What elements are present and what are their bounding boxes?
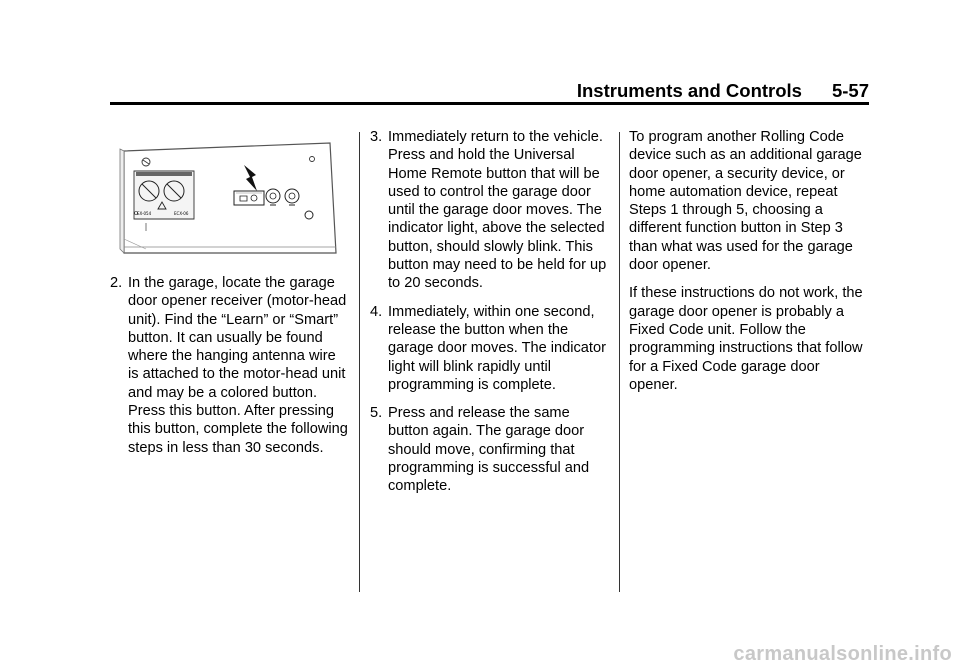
figure-code-left: EX-054	[137, 211, 152, 216]
right-column	[629, 128, 871, 404]
step-2	[110, 274, 350, 457]
step-number: 4.	[370, 303, 383, 320]
step-text: In the garage, locate the garage door opener receiver (motor-head unit). Find the “Learn” or “Smart” button. It can usually be found where the hanging antenna wire is attached to the motor-head unit and may be a colored button. Press this button. After pressing this button, complete the following steps in less than 30 seconds.	[128, 275, 348, 456]
watermark: carmanualsonline.info	[733, 643, 952, 665]
step-text: Press and release the same button again. The garage door should move, confirming that programming is successful and complete.	[388, 405, 590, 495]
section-title: Instruments and Controls	[576, 80, 802, 101]
page-header	[555, 80, 869, 102]
paragraph-fixed-code: If these instructions do not work, the garage door opener is probably a Fixed Code unit. Follow the programming instructions that follow for a Fixed Code garage door opener.	[629, 285, 863, 393]
figure-code-right: ECX-06	[174, 211, 189, 216]
step-4	[370, 303, 610, 394]
step-text: Immediately, within one second, release the button when the garage door moves. The indicator light will blink rapidly until programming is complete.	[388, 303, 606, 393]
middle-column	[370, 128, 610, 506]
step-number: 5.	[370, 405, 383, 422]
column-divider-2	[619, 132, 620, 592]
step-3	[370, 128, 610, 293]
step-number: 3.	[370, 129, 383, 145]
column-divider-1	[359, 132, 360, 592]
page-number: 5-57	[831, 80, 869, 101]
header-rule	[110, 102, 869, 105]
step-number: 2.	[110, 275, 123, 291]
step-text: Immediately return to the vehicle. Press and hold the Universal Home Remote button that will be used to control the garage door until the garage door moves. The indicator light, above the selected button, should slowly blink. This button may need to be held for up to 20 seconds.	[388, 129, 607, 292]
overhead-console-illustration	[116, 141, 338, 254]
left-column	[110, 274, 350, 467]
paragraph-rolling-code: To program another Rolling Code device such as an additional garage door opener, a security device, or home automation device, repeat Steps 1 through 5, choosing a different function button in Step 3 than what was used for the garage door opener.	[629, 129, 862, 274]
step-5	[370, 404, 610, 495]
